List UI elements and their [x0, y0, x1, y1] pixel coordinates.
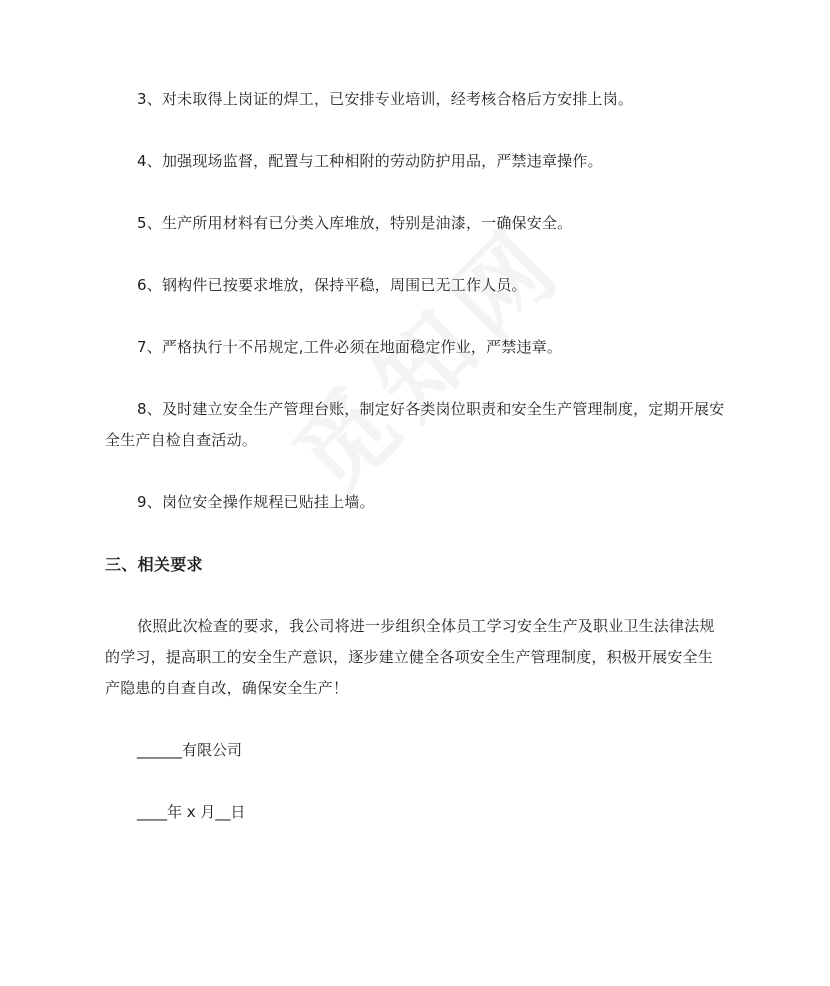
- section-heading: 三、相关要求: [105, 555, 203, 574]
- list-item: 8、及时建立安全生产管理台账，制定好各类岗位职责和安全生产管理制度，定期开展安全生产自检自查活动。: [105, 400, 725, 449]
- list-item: 5、生产所用材料有已分类入库堆放，特别是油漆，一确保安全。: [137, 214, 573, 232]
- document-body: [105, 84, 727, 859]
- requirement-paragraph: 依照此次检查的要求，我公司将进一步组织全体员工学习安全生产及职业卫生法律法规的学习，提高职工的安全生产意识，逐步建立健全各项安全生产管理制度，积极开展安全生产隐患的自查自改，确保安全生产！: [105, 617, 715, 697]
- list-item: 9、岗位安全操作规程已贴挂上墙。: [137, 493, 375, 511]
- list-item: 4、加强现场监督，配置与工种相附的劳动防护用品，严禁违章操作。: [137, 152, 603, 170]
- list-item: 6、钢构件已按要求堆放，保持平稳，周围已无工作人员。: [137, 276, 527, 294]
- list-item: 7、严格执行十不吊规定,工件必须在地面稳定作业，严禁违章。: [137, 338, 563, 356]
- date-line: ____年 x 月__日: [137, 803, 246, 821]
- company-signature-line: ______有限公司: [137, 741, 243, 759]
- list-item: 3、对未取得上岗证的焊工，已安排专业培训，经考核合格后方安排上岗。: [137, 90, 634, 108]
